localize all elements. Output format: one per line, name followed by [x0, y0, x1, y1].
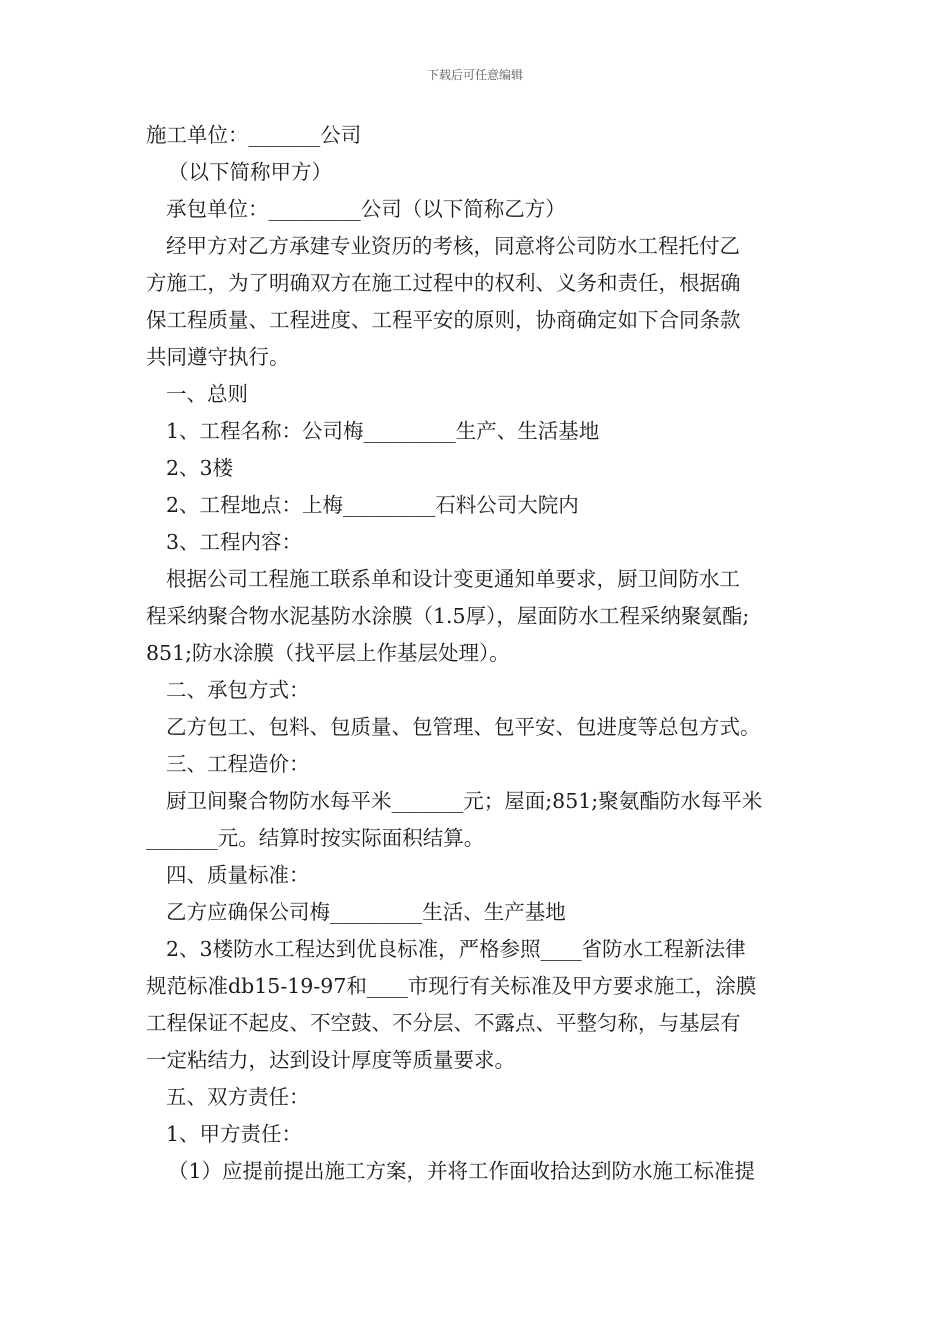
section-heading-general: 一、总则	[166, 382, 248, 406]
section-heading-quality: 四、质量标准：	[166, 863, 310, 887]
quality-line-2: 2、3楼防水工程达到优良标准，严格参照____省防水工程新法律	[166, 937, 746, 961]
project-name-line: 1、工程名称：公司梅_________生产、生活基地	[166, 419, 600, 443]
preamble-line-2: 方施工，为了明确双方在施工过程中的权利、义务和责任，根据确	[146, 271, 741, 295]
quality-line-1: 乙方应确保公司梅_________生活、生产基地	[166, 900, 566, 924]
building-line: 2、3楼	[166, 456, 234, 480]
cost-line-2: _______元。结算时按实际面积结算。	[146, 826, 485, 850]
cost-line-1: 厨卫间聚合物防水每平米_______元；屋面;851;聚氨酯防水每平米	[166, 789, 763, 813]
party-a-responsibility-item-1: （1）应提前提出施工方案，并将工作面收拾达到防水施工标准提	[168, 1159, 756, 1183]
preamble-line-3: 保工程质量、工程进度、工程平安的原则，协商确定如下合同条款	[146, 308, 741, 332]
contractor-unit-line: 施工单位：_______公司	[146, 123, 362, 147]
page-header: 下载后可任意编辑	[426, 68, 523, 82]
project-content-line-3: 851;防水涂膜（找平层上作基层处理）。	[146, 641, 510, 665]
project-location-line: 2、工程地点：上梅_________石料公司大院内	[166, 493, 579, 517]
contract-body	[146, 117, 810, 1190]
party-a-responsibility-heading: 1、甲方责任：	[166, 1122, 303, 1146]
project-content-heading: 3、工程内容：	[166, 530, 303, 554]
contract-method-line: 乙方包工、包料、包质量、包管理、包平安、包进度等总包方式。	[166, 715, 761, 739]
project-content-line-2: 程采纳聚合物水泥基防水涂膜（1.5厚），屋面防水工程采纳聚氨酯;	[146, 604, 750, 628]
project-content-line-1: 根据公司工程施工联系单和设计变更通知单要求，厨卫间防水工	[166, 567, 740, 591]
section-heading-cost: 三、工程造价：	[166, 752, 310, 776]
quality-line-4: 工程保证不起皮、不空鼓、不分层、不露点、平整匀称，与基层有	[146, 1011, 741, 1035]
section-heading-responsibilities: 五、双方责任：	[166, 1085, 310, 1109]
party-a-note: （以下简称甲方）	[168, 160, 332, 184]
section-heading-contract-method: 二、承包方式：	[166, 678, 310, 702]
preamble-line-4: 共同遵守执行。	[146, 345, 290, 369]
quality-line-5: 一定粘结力，达到设计厚度等质量要求。	[146, 1048, 515, 1072]
subcontractor-unit-line: 承包单位：_________公司（以下简称乙方）	[166, 197, 566, 221]
preamble-line-1: 经甲方对乙方承建专业资历的考核，同意将公司防水工程托付乙	[166, 234, 740, 258]
quality-line-3: 规范标准db15-19-97和____市现行有关标准及甲方要求施工，涂膜	[146, 974, 757, 998]
